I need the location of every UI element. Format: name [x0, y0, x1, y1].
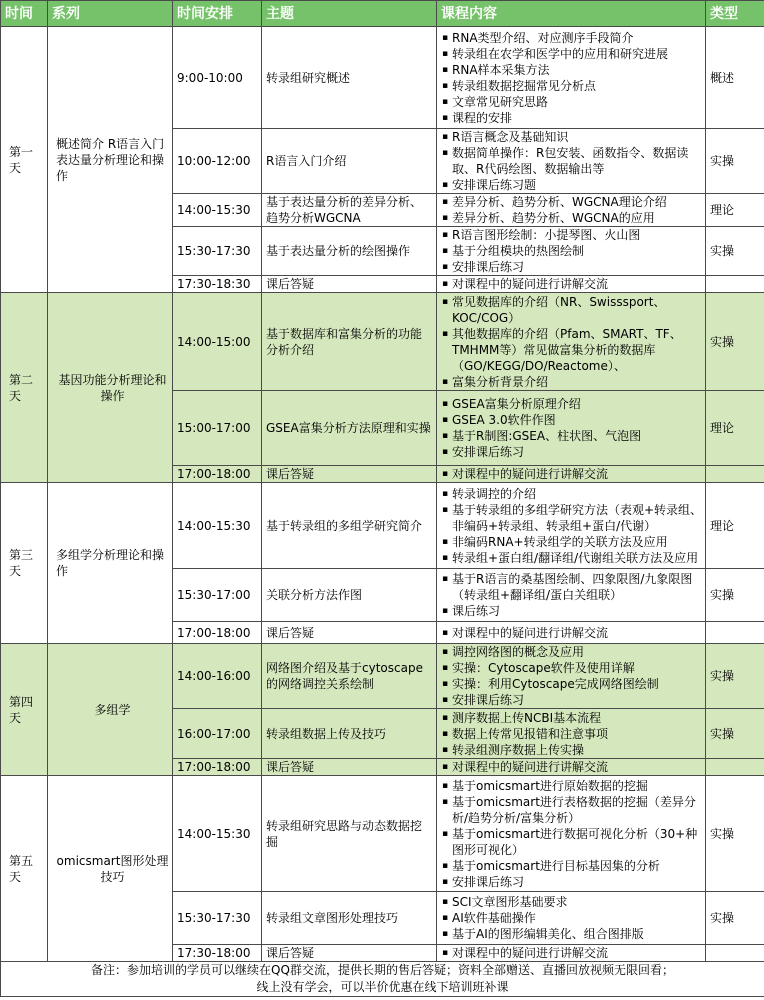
session-time: 17:00-18:00 [173, 759, 262, 776]
content-item: ▪ 基于分组模块的热图绘制 [442, 243, 703, 259]
content-item: ▪ 文章常见研究思路 [442, 94, 703, 110]
content-item: ▪ R语言概念及基础知识 [442, 129, 703, 145]
header-type: 类型 [706, 1, 764, 27]
session-time: 9:00-10:00 [173, 27, 262, 129]
content-item: ▪ 课后练习 [442, 603, 703, 619]
session-content [437, 129, 706, 194]
header-content: 课程内容 [437, 1, 706, 27]
content-item: ▪ 富集分析背景介绍 [442, 374, 703, 390]
content-item: ▪ 转录调控的介绍 [442, 486, 703, 502]
session-type: 理论 [706, 483, 764, 569]
session-content [437, 945, 706, 962]
table-row [1, 776, 764, 892]
session-type: 实操 [706, 892, 764, 945]
content-list [442, 759, 703, 775]
table-row [1, 27, 764, 129]
session-type [706, 945, 764, 962]
session-topic: 基于转录组的多组学研究简介 [262, 483, 437, 569]
footnote-line-2: 线上没有学会，可以半价优惠在线下培训班补课 [256, 980, 509, 994]
content-item: ▪ R语言图形绘制：小提琴图、火山图 [442, 227, 703, 243]
table-row [1, 293, 764, 391]
content-item: ▪ 常见数据库的介绍（NR、Swisssport、KOC/COG） [442, 294, 703, 326]
content-list [442, 396, 703, 460]
session-content [437, 759, 706, 776]
content-item: ▪ 对课程中的疑问进行讲解交流 [442, 276, 703, 292]
content-list [442, 625, 703, 641]
content-list [442, 466, 703, 482]
content-item: ▪ 基于转录组的多组学研究方法（表观+转录组、非编码+转录组、转录组+蛋白/代谢） [442, 502, 703, 534]
footnote-line-1: 备注：参加培训的学员可以继续在QQ群交流，提供长期的售后答疑；资料全部赠送、直播回放视频无限回看； [91, 963, 674, 977]
content-item: ▪ GSEA 3.0软件作图 [442, 412, 703, 428]
session-topic: 转录组数据上传及技巧 [262, 709, 437, 759]
session-time: 15:30-17:30 [173, 227, 262, 276]
day-5-block [1, 776, 764, 962]
header-series: 系列 [48, 1, 173, 27]
content-list [442, 778, 703, 890]
session-content [437, 622, 706, 644]
session-content [437, 276, 706, 293]
series-label: 概述简介 R语言入门表达量分析理论和操作 [48, 27, 173, 293]
day-3-block [1, 483, 764, 644]
session-time: 17:00-18:00 [173, 466, 262, 483]
session-time: 17:00-18:00 [173, 622, 262, 644]
content-list [442, 644, 703, 708]
session-time: 17:30-18:30 [173, 276, 262, 293]
content-item: ▪ 测序数据上传NCBI基本流程 [442, 710, 703, 726]
session-topic: 课后答疑 [262, 276, 437, 293]
session-type: 实操 [706, 293, 764, 391]
session-content [437, 569, 706, 622]
content-item: ▪ 其他数据库的介绍（Pfam、SMART、TF、TMHMM等）常见做富集分析的数据库（GO/KEGG/DO/Reactome）、 [442, 326, 703, 374]
series-label: 基因功能分析理论和操作 [48, 293, 173, 483]
content-list [442, 486, 703, 566]
session-topic: 课后答疑 [262, 945, 437, 962]
note-row [1, 962, 764, 997]
session-time: 14:00-15:30 [173, 194, 262, 227]
session-type [706, 466, 764, 483]
session-time: 14:00-15:30 [173, 483, 262, 569]
session-type: 概述 [706, 27, 764, 129]
session-time: 15:30-17:00 [173, 569, 262, 622]
series-label: omicsmart图形处理技巧 [48, 776, 173, 962]
series-label: 多组学分析理论和操作 [48, 483, 173, 644]
day-label: 第二天 [1, 293, 48, 483]
content-item: ▪ 转录组数据挖掘常见分析点 [442, 78, 703, 94]
content-list [442, 710, 703, 758]
session-time: 15:30-17:30 [173, 892, 262, 945]
content-item: ▪ 基于R语言的桑基图绘制、四象限图/九象限图（转录组+翻译组/蛋白关组联） [442, 571, 703, 603]
session-topic: 课后答疑 [262, 622, 437, 644]
session-topic: 基于数据库和富集分析的功能分析介绍 [262, 293, 437, 391]
content-item: ▪ 转录组+蛋白组/翻译组/代谢组关联方法及应用 [442, 550, 703, 566]
day-4-block [1, 644, 764, 776]
session-type [706, 622, 764, 644]
session-time: 17:30-18:00 [173, 945, 262, 962]
content-item: ▪ 差异分析、趋势分析、WGCNA理论介绍 [442, 194, 703, 210]
content-list [442, 276, 703, 292]
content-item: ▪ 非编码RNA+转录组学的关联方法及应用 [442, 534, 703, 550]
series-label: 多组学 [48, 644, 173, 776]
session-time: 15:00-17:00 [173, 391, 262, 466]
content-item: ▪ 转录组测序数据上传实操 [442, 742, 703, 758]
session-time: 14:00-15:30 [173, 776, 262, 892]
session-topic: 转录组研究概述 [262, 27, 437, 129]
content-item: ▪ 差异分析、趋势分析、WGCNA的应用 [442, 210, 703, 226]
footnote [1, 962, 764, 997]
content-list [442, 129, 703, 193]
content-item: ▪ 基于omicsmart进行表格数据的挖掘（差异分析/趋势分析/富集分析） [442, 794, 703, 826]
content-item: ▪ 实操：Cytoscape软件及使用详解 [442, 660, 703, 676]
content-list [442, 894, 703, 942]
session-topic: 基于表达量分析的绘图操作 [262, 227, 437, 276]
content-list [442, 294, 703, 390]
day-1-block [1, 27, 764, 293]
session-type: 实操 [706, 569, 764, 622]
session-content [437, 892, 706, 945]
session-type: 实操 [706, 709, 764, 759]
session-type [706, 759, 764, 776]
content-list [442, 571, 703, 619]
day-label: 第五天 [1, 776, 48, 962]
session-type: 理论 [706, 391, 764, 466]
session-content [437, 27, 706, 129]
header-time: 时间安排 [173, 1, 262, 27]
header-row [1, 1, 764, 27]
content-item: ▪ 安排课后练习 [442, 874, 703, 890]
header-day: 时间 [1, 1, 48, 27]
session-topic: GSEA富集分析方法原理和实操 [262, 391, 437, 466]
session-topic: 转录组研究思路与动态数据挖掘 [262, 776, 437, 892]
session-content [437, 776, 706, 892]
day-label: 第三天 [1, 483, 48, 644]
session-topic: 课后答疑 [262, 466, 437, 483]
content-list [442, 945, 703, 961]
session-content [437, 483, 706, 569]
session-topic: 课后答疑 [262, 759, 437, 776]
content-list [442, 30, 703, 126]
session-content [437, 709, 706, 759]
session-content [437, 227, 706, 276]
session-type: 实操 [706, 644, 764, 709]
content-item: ▪ 基于omicsmart进行目标基因集的分析 [442, 858, 703, 874]
content-list [442, 227, 703, 275]
content-item: ▪ 对课程中的疑问进行讲解交流 [442, 625, 703, 641]
content-item: ▪ 安排课后练习 [442, 259, 703, 275]
content-item: ▪ 数据上传常见报错和注意事项 [442, 726, 703, 742]
header-topic: 主题 [262, 1, 437, 27]
session-content [437, 293, 706, 391]
session-topic: 网络图介绍及基于cytoscape的网络调控关系绘制 [262, 644, 437, 709]
table-row [1, 483, 764, 569]
session-type: 理论 [706, 194, 764, 227]
session-type: 实操 [706, 776, 764, 892]
content-item: ▪ SCI文章图形基础要求 [442, 894, 703, 910]
session-topic: 关联分析方法作图 [262, 569, 437, 622]
content-item: ▪ 转录组在农学和医学中的应用和研究进展 [442, 46, 703, 62]
content-item: ▪ 对课程中的疑问进行讲解交流 [442, 466, 703, 482]
day-2-block [1, 293, 764, 483]
content-item: ▪ 基于AI的图形编辑美化、组合图排版 [442, 926, 703, 942]
content-item: ▪ 数据简单操作：R包安装、函数指令、数据读取、R代码绘图、数据输出等 [442, 145, 703, 177]
content-item: ▪ 对课程中的疑问进行讲解交流 [442, 945, 703, 961]
content-item: ▪ 对课程中的疑问进行讲解交流 [442, 759, 703, 775]
content-item: ▪ 课程的安排 [442, 110, 703, 126]
session-type: 实操 [706, 227, 764, 276]
session-content [437, 391, 706, 466]
content-item: ▪ 基于omicsmart进行原始数据的挖掘 [442, 778, 703, 794]
session-time: 16:00-17:00 [173, 709, 262, 759]
day-label: 第一天 [1, 27, 48, 293]
content-item: ▪ 基于omicsmart进行数据可视化分析（30+种图形可视化） [442, 826, 703, 858]
content-item: ▪ 基于R制图:GSEA、柱状图、气泡图 [442, 428, 703, 444]
session-content [437, 466, 706, 483]
content-item: ▪ RNA样本采集方法 [442, 62, 703, 78]
session-content [437, 644, 706, 709]
content-item: ▪ AI软件基础操作 [442, 910, 703, 926]
content-item: ▪ 安排课后练习 [442, 444, 703, 460]
session-topic: R语言入门介绍 [262, 129, 437, 194]
session-topic: 转录组文章图形处理技巧 [262, 892, 437, 945]
content-item: ▪ GSEA富集分析原理介绍 [442, 396, 703, 412]
content-item: ▪ 实操：利用Cytoscape完成网络图绘制 [442, 676, 703, 692]
session-type: 实操 [706, 129, 764, 194]
session-topic: 基于表达量分析的差异分析、趋势分析WGCNA [262, 194, 437, 227]
content-item: ▪ 调控网络图的概念及应用 [442, 644, 703, 660]
table-row [1, 644, 764, 709]
content-item: ▪ 安排课后练习 [442, 692, 703, 708]
session-time: 14:00-16:00 [173, 644, 262, 709]
content-item: ▪ RNA类型介绍、对应测序手段简介 [442, 30, 703, 46]
content-list [442, 194, 703, 226]
content-item: ▪ 安排课后练习题 [442, 177, 703, 193]
session-time: 14:00-15:00 [173, 293, 262, 391]
session-time: 10:00-12:00 [173, 129, 262, 194]
session-content [437, 194, 706, 227]
session-type [706, 276, 764, 293]
day-label: 第四天 [1, 644, 48, 776]
